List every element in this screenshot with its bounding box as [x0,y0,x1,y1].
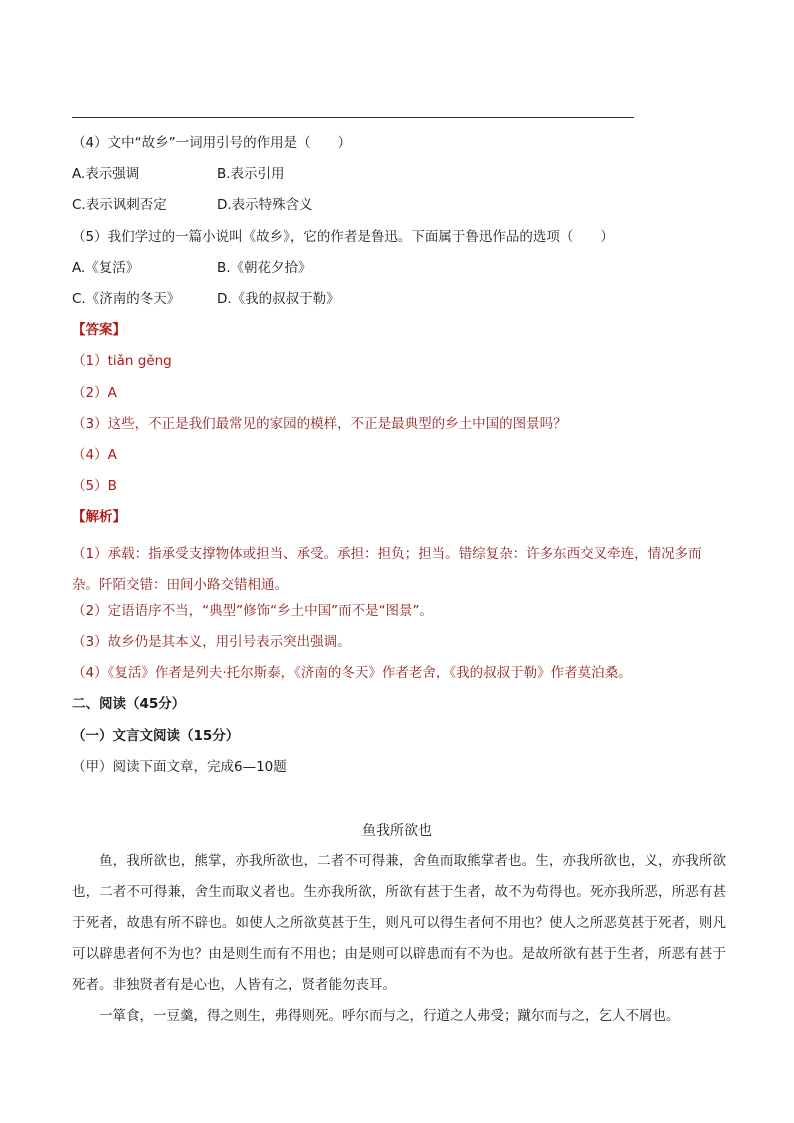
passage-title: 鱼我所欲也 [362,823,432,839]
option-b: B.《朝花夕拾》 [217,260,312,276]
option-a: A.表示强调 [72,166,140,182]
section-title: 二、阅读（45分） [72,696,186,712]
passage-body [72,846,726,1032]
passage-paragraph: 鱼，我所欲也，熊掌，亦我所欲也，二者不可得兼，舍鱼而取熊掌者也。生，亦我所欲也，义，亦我所欲也，二者不可得兼，舍生而取义者也。生亦我所欲，所欲有甚于生者，故不为苟得也。死亦我所恶，所恶有甚于死者，故患有所不辟也。如使人之所欲莫甚于生，则凡可以得生者何不用也？使人之所恶莫甚于死者，则凡可以辟患者何不为也？由是则生而有不用也；由是则可以辟患而有不为也。是故所欲有甚于生者，所恶有甚于死者。非独贤者有是心也，人皆有之，贤者能勿丧耳。 [72,853,726,993]
analysis-heading: 【解析】 [72,509,126,525]
question-5-stem: （5）我们学过的一篇小说叫《故乡》，它的作者是鲁迅。下面属于鲁迅作品的选项（ ） [72,229,614,245]
answer-item: （2）A [72,385,117,401]
analysis-item: （4）《复活》作者是列夫·托尔斯泰，《济南的冬天》作者老舍，《我的叔叔于勒》作者莫泊桑。 [72,665,632,681]
option-d: D.《我的叔叔于勒》 [217,291,340,307]
option-a: A.《复活》 [72,260,140,276]
option-c: C.《济南的冬天》 [72,291,181,307]
question-5-options-row1 [72,259,312,277]
answer-item: （3）这些，不正是我们最常见的家园的模样，不正是最典型的乡土中国的图景吗？ [72,416,567,432]
section-subtitle: （一）文言文阅读（15分） [72,728,240,744]
answer-item: （5）B [72,478,117,494]
analysis-item: （2）定语语序不当，“典型”修饰“乡土中国”而不是“图景”。 [72,603,434,619]
section-instruction: （甲）阅读下面文章，完成6—10题 [72,759,287,775]
question-4-options-row2 [72,196,313,214]
header-rule [72,117,634,118]
passage-paragraph: 一箪食，一豆羹，得之则生，弗得则死。呼尔而与之，行道之人弗受；蹴尔而与之，乞人不屑也。 [99,1008,680,1024]
option-c: C.表示讽刺否定 [72,197,167,213]
question-4-options-row1 [72,165,285,183]
option-b: B.表示引用 [217,166,285,182]
question-4-stem: （4）文中“故乡”一词用引号的作用是（ ） [72,135,352,151]
answer-item: （1）tiǎn gěng [72,353,172,369]
question-5-options-row2 [72,290,340,308]
answer-heading: 【答案】 [72,322,126,338]
answer-item: （4）A [72,447,117,463]
option-d: D.表示特殊含义 [217,197,313,213]
analysis-item: （3）故乡仍是其本义，用引号表示突出强调。 [72,634,351,650]
analysis-item: （1）承载：指承受支撑物体或担当、承受。承担：担负；担当。错综复杂：许多东西交叉牵连，情况多而杂。阡陌交错：田间小路交错相通。 [72,546,702,593]
